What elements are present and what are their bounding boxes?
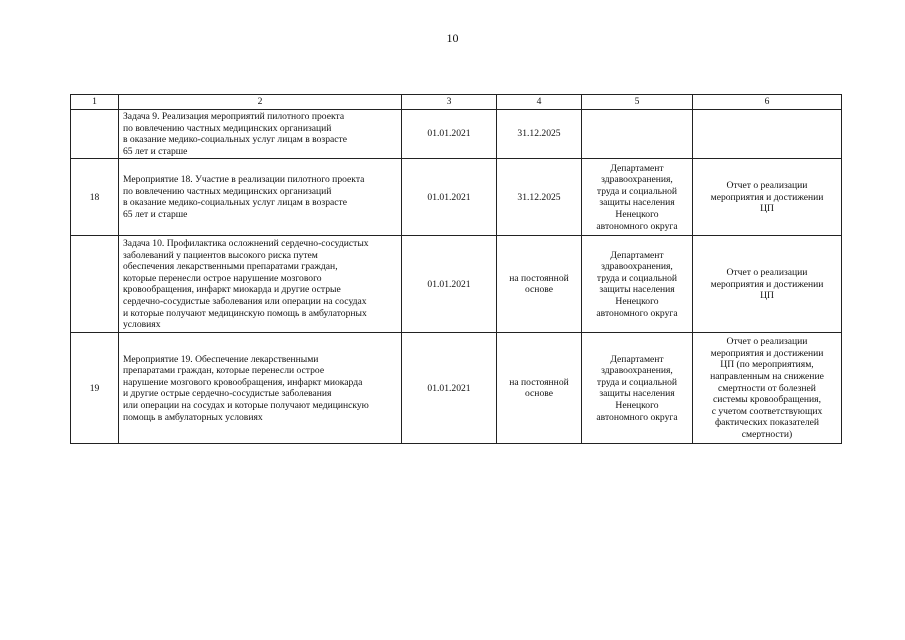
row-description: Задача 10. Профилактика осложнений сердечно-сосудистых заболеваний у пациентов высокого риска путем обеспечения лекарственными препаратами граждан, которые перенесли острое нарушение мозгового кровообращения, инфаркт миокарда и другие острые сердечно-сосудистые заболевания или операции на сосудах и которые получают медицинскую помощь в амбулаторных условиях <box>119 236 402 333</box>
page-number: 10 <box>446 31 459 45</box>
row-number: 18 <box>71 159 119 236</box>
row-responsible <box>582 110 693 159</box>
row-start-date: 01.01.2021 <box>402 110 497 159</box>
header-col-6: 6 <box>693 95 842 110</box>
row-end-date: 31.12.2025 <box>497 159 582 236</box>
table-row-task-10 <box>71 236 842 333</box>
header-col-5: 5 <box>582 95 693 110</box>
row-start-date: 01.01.2021 <box>402 333 497 444</box>
table-row-task-9 <box>71 110 842 159</box>
row-end-date: 31.12.2025 <box>497 110 582 159</box>
table-row-measure-18 <box>71 159 842 236</box>
row-start-date: 01.01.2021 <box>402 159 497 236</box>
row-end-date: на постоянной основе <box>497 333 582 444</box>
row-responsible: Департамент здравоохранения, труда и социальной защиты населения Ненецкого автономного округа <box>582 236 693 333</box>
row-end-date: на постоянной основе <box>497 236 582 333</box>
row-description: Мероприятие 18. Участие в реализации пилотного проекта по вовлечению частных медицинских организаций в оказание медико-социальных услуг лицам в возрасте 65 лет и старше <box>119 159 402 236</box>
measures-table <box>70 94 842 444</box>
row-description: Мероприятие 19. Обеспечение лекарственными препаратами граждан, которые перенесли острое нарушение мозгового кровообращения, инфаркт миокарда и другие острые сердечно-сосудистые заболевания или операции на сосудах и которые получают медицинскую помощь в амбулаторных условиях <box>119 333 402 444</box>
header-col-1: 1 <box>71 95 119 110</box>
header-col-4: 4 <box>497 95 582 110</box>
row-start-date: 01.01.2021 <box>402 236 497 333</box>
row-number <box>71 110 119 159</box>
row-responsible: Департамент здравоохранения, труда и социальной защиты населения Ненецкого автономного округа <box>582 159 693 236</box>
header-col-3: 3 <box>402 95 497 110</box>
row-result: Отчет о реализации мероприятия и достижении ЦП <box>693 159 842 236</box>
row-result: Отчет о реализации мероприятия и достижении ЦП (по мероприятиям, направленным на снижение смертности от болезней системы кровообращения, с учетом соответствующих фактических показателей смертности) <box>693 333 842 444</box>
row-result <box>693 110 842 159</box>
row-number <box>71 236 119 333</box>
header-col-2: 2 <box>119 95 402 110</box>
row-number: 19 <box>71 333 119 444</box>
row-responsible: Департамент здравоохранения, труда и социальной защиты населения Ненецкого автономного округа <box>582 333 693 444</box>
table-row-measure-19 <box>71 333 842 444</box>
row-result: Отчет о реализации мероприятия и достижении ЦП <box>693 236 842 333</box>
row-description: Задача 9. Реализация мероприятий пилотного проекта по вовлечению частных медицинских организаций в оказание медико-социальных услуг лицам в возрасте 65 лет и старше <box>119 110 402 159</box>
table-header-row <box>71 95 842 110</box>
